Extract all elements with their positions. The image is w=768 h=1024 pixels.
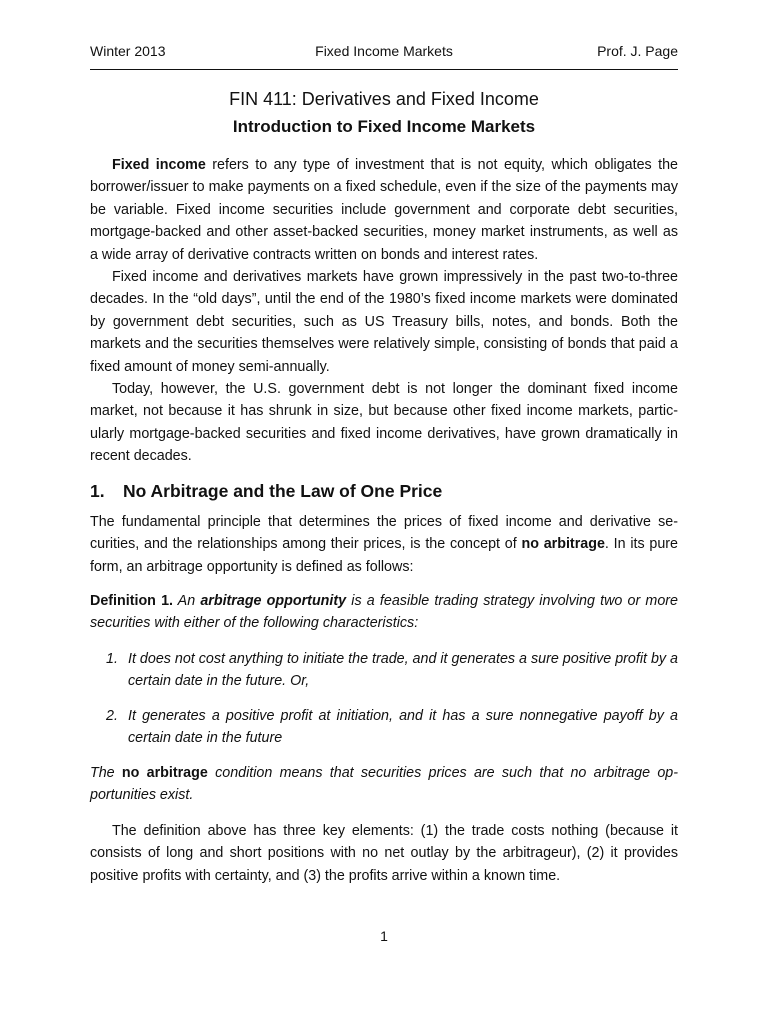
definition-text: An	[173, 593, 201, 609]
list-item-text: It generates a positive profit at initiation, and it has a sure nonnegative payoff by a certain date in the future	[128, 708, 678, 747]
paragraph-text: refers to any type of investment that is not equity, which obligates the borrower/issuer to make payments on a fixed schedule, even if the size of the payments may be variable. Fixed income securities include government and corporate debt securities, mortgage-backed and other asset-backed securities, money market instruments, as well as a wide array of derivative contracts written on bonds and interest rates.	[90, 157, 678, 263]
paragraph-key-elements: The definition above has three key elements: (1) the trade costs nothing (because it consists of long and short positions with no net outlay by the arbitrageur), (2) it provides positive profits with certainty, and (3) the profits arrive within a known time.	[90, 823, 678, 884]
paragraph-text: . In its pure form, an arbitrage opportunity is defined as follows:	[90, 536, 679, 575]
definition-list-item	[90, 648, 678, 693]
term-no-arbitrage: no arbitrage	[521, 536, 605, 553]
section-number: 1.	[90, 481, 105, 501]
paragraph-fixed-income-definition	[90, 154, 678, 266]
page-number: 1	[380, 928, 388, 944]
list-item-text: It does not cost anything to initiate the trade, and it generates a sure positive profit by a certain date in the future. Or,	[128, 651, 678, 690]
definition-text: is a feasible trading strategy involving two or more securities with either of the following characteristics:	[90, 593, 678, 632]
definition-list-item	[90, 705, 678, 750]
header-course-topic: Fixed Income Markets	[315, 43, 453, 59]
definition-label: Definition 1.	[90, 593, 174, 609]
term-fixed-income: Fixed income	[112, 157, 206, 173]
section-title: No Arbitrage and the Law of One Price	[123, 481, 443, 501]
paragraph-text: The fundamental principle that determines the prices of fixed income and derivative securities, and the relationships among their prices, is the concept of	[90, 514, 678, 553]
note-text: The	[90, 765, 122, 781]
list-marker: 2.	[106, 708, 118, 724]
term-arbitrage-opportunity: arbitrage opportunity	[200, 593, 347, 609]
no-arbitrage-condition	[90, 762, 678, 807]
paragraph-today: Today, however, the U.S. government debt is not longer the dominant fixed income market, not because it has shrunk in size, but because other fixed income markets, particularly mortgage-backed securities and fixed income derivatives, have grown dramatically in recent decades.	[90, 381, 678, 465]
paragraph-fundamental-principle	[90, 511, 678, 578]
paragraph-market-history: Fixed income and derivatives markets have grown impressively in the past two-to-three decades. In the “old days”, until the end of the 1980’s fixed income markets were dominated by government debt securities, such as US Treasury bills, notes, and bonds. Both the markets and the securities themselves were relatively simple, consisting of bonds that paid a fixed amount of money semi-annually.	[90, 269, 678, 375]
term-no-arbitrage: no arbitrage	[121, 765, 208, 781]
header-instructor: Prof. J. Page	[597, 43, 678, 59]
course-title: FIN 411: Derivatives and Fixed Income	[229, 89, 539, 109]
list-marker: 1.	[106, 651, 118, 667]
running-header	[90, 41, 678, 61]
header-term: Winter 2013	[90, 43, 166, 59]
definition-block	[90, 590, 678, 635]
header-rule	[90, 69, 678, 70]
note-text: condition means that securities prices are such that no arbitrage opportunities exist.	[90, 765, 678, 804]
section-heading	[90, 479, 678, 503]
document-title: Introduction to Fixed Income Markets	[232, 117, 536, 136]
